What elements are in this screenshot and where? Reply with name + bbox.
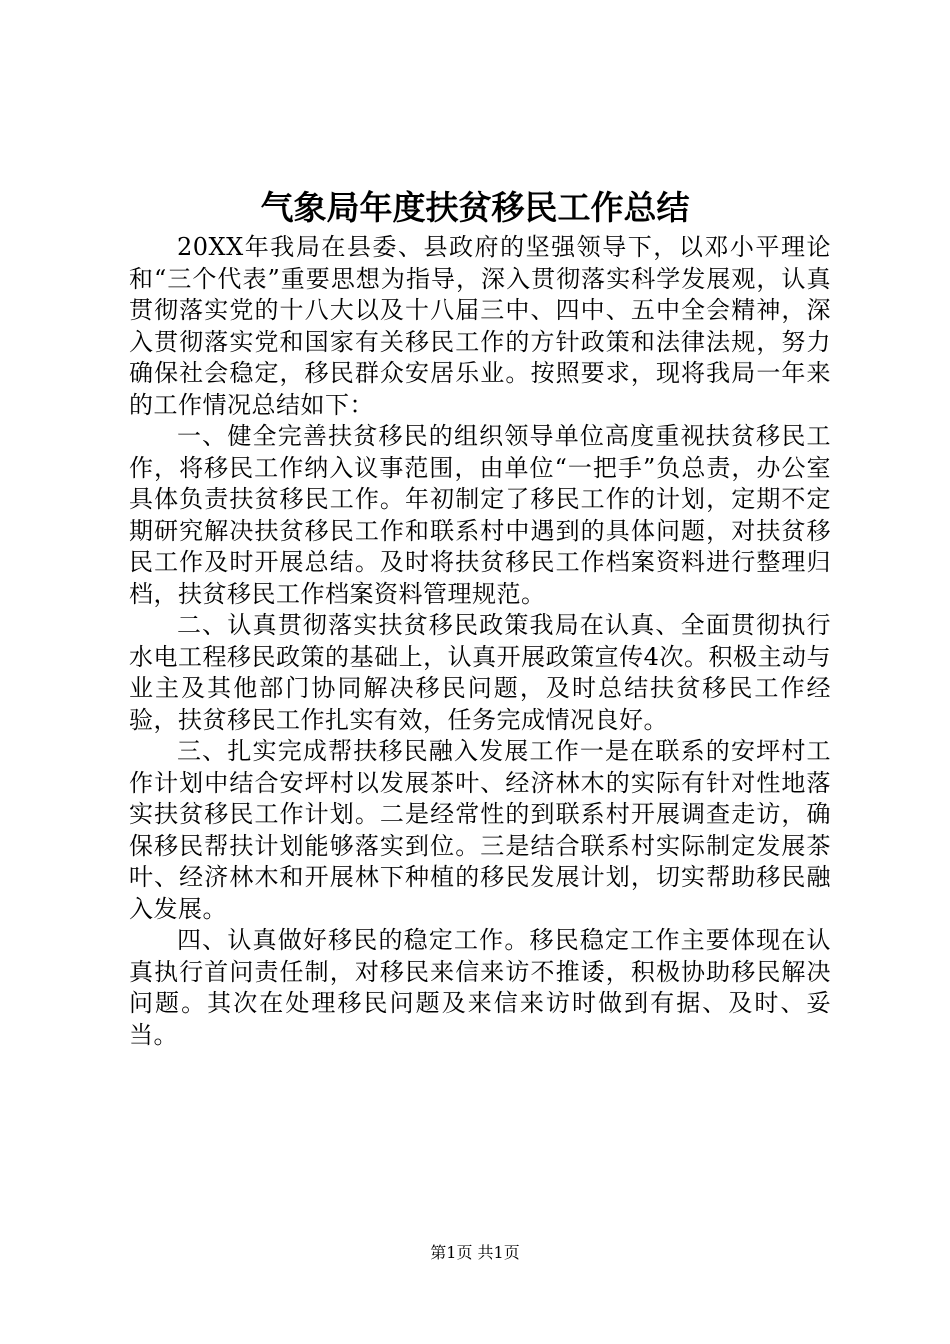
document-body [129,232,831,1051]
intro-paragraph: 20XX年我局在县委、县政府的坚强领导下，以邓小平理论和“三个代表”重要思想为指导，深入贯彻落实科学发展观，认真贯彻落实党的十八大以及十八届三中、四中、五中全会精神，深入贯彻落实党和国家有关移民工作的方针政策和法律法规，努力确保社会稳定，移民群众安居乐业。按照要求，现将我局一年来的工作情况总结如下： [129,233,831,419]
section-4-paragraph: 四、认真做好移民的稳定工作。移民稳定工作主要体现在认真执行首问责任制，对移民来信来访不推诿，积极协助移民解决问题。其次在处理移民问题及来信来访时做到有据、及时、妥当。 [129,926,831,1049]
section-3-paragraph: 三、扎实完成帮扶移民融入发展工作一是在联系的安坪村工作计划中结合安坪村以发展茶叶、经济林木的实际有针对性地落实扶贫移民工作计划。二是经常性的到联系村开展调查走访，确保移民帮扶计划能够落实到位。三是结合联系村实际制定发展茶叶、经济林木和开展林下种植的移民发展计划，切实帮助移民融入发展。 [129,737,831,923]
page-number-footer: 第1页 共1页 [430,1243,520,1262]
section-1-paragraph: 一、健全完善扶贫移民的组织领导单位高度重视扶贫移民工作，将移民工作纳入议事范围，由单位“一把手”负总责，办公室具体负责扶贫移民工作。年初制定了移民工作的计划，定期不定期研究解决扶贫移民工作和联系村中遇到的具体问题，对扶贫移民工作及时开展总结。及时将扶贫移民工作档案资料进行整理归档，扶贫移民工作档案资料管理规范。 [129,422,831,608]
section-2-paragraph: 二、认真贯彻落实扶贫移民政策我局在认真、全面贯彻执行水电工程移民政策的基础上，认真开展政策宣传4次。积极主动与业主及其他部门协同解决移民问题，及时总结扶贫移民工作经验，扶贫移民工作扎实有效，任务完成情况良好。 [129,611,831,734]
document-title: 气象局年度扶贫移民工作总结 [260,188,690,227]
